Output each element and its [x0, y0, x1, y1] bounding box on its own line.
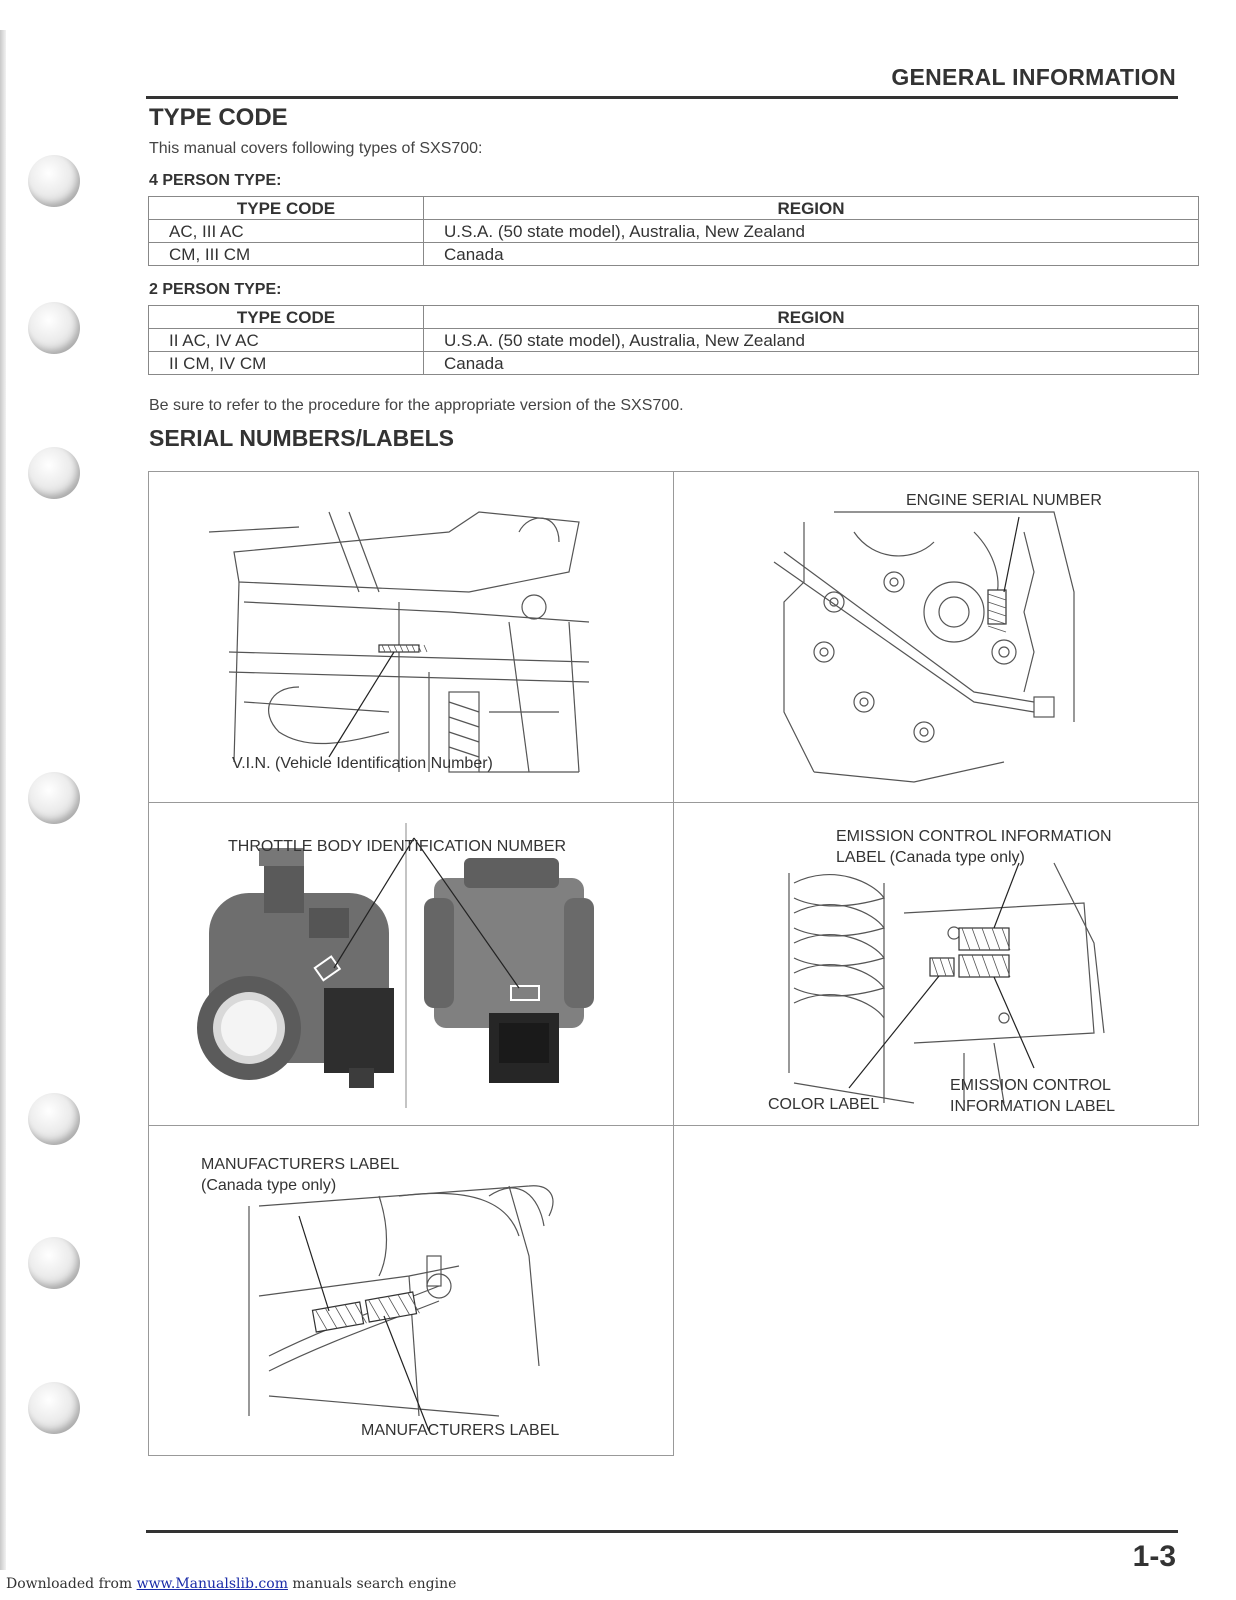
engine-illustration — [674, 472, 1200, 804]
vin-figure — [148, 471, 674, 803]
type-code-cell: II CM, IV CM — [149, 352, 424, 375]
manufacturers-bottom-label: MANUFACTURERS LABEL — [361, 1422, 560, 1439]
download-suffix: manuals search engine — [287, 1576, 457, 1592]
emission-labels-figure — [673, 802, 1199, 1126]
binder-hole — [28, 772, 80, 824]
binder-hole — [28, 155, 80, 207]
table-row — [149, 243, 1199, 266]
serial-heading: SERIAL NUMBERS/LABELS — [149, 425, 454, 451]
manualslib-link[interactable]: www.Manualslib.com — [136, 1576, 288, 1592]
table-header-row — [149, 197, 1199, 220]
region-cell: U.S.A. (50 state model), Australia, New Zealand — [424, 220, 1199, 243]
four-person-label: 4 PERSON TYPE: — [149, 172, 282, 189]
manufacturers-top-label-line1: MANUFACTURERS LABEL — [201, 1156, 400, 1173]
type-code-cell: II AC, IV AC — [149, 329, 424, 352]
engine-serial-label: ENGINE SERIAL NUMBER — [906, 492, 1102, 509]
emission-top-label-line2: LABEL (Canada type only) — [836, 849, 1025, 866]
engine-serial-figure — [673, 471, 1199, 803]
two-person-label: 2 PERSON TYPE: — [149, 281, 282, 298]
region-cell: Canada — [424, 352, 1199, 375]
type-code-heading: TYPE CODE — [149, 104, 288, 131]
binder-edge — [0, 30, 6, 1570]
table-row — [149, 220, 1199, 243]
type-code-intro: This manual covers following types of SXS700: — [149, 140, 483, 157]
type-code-cell: AC, III AC — [149, 220, 424, 243]
throttle-body-figure — [148, 802, 674, 1126]
binder-hole — [28, 447, 80, 499]
emission-bottom-label-line2: INFORMATION LABEL — [950, 1098, 1116, 1115]
binder-hole — [28, 302, 80, 354]
two-person-table — [148, 305, 1199, 375]
region-cell: Canada — [424, 243, 1199, 266]
download-prefix: Downloaded from — [6, 1576, 137, 1592]
column-header: REGION — [424, 197, 1199, 220]
binder-hole — [28, 1237, 80, 1289]
header-rule — [146, 96, 1178, 99]
table-row — [149, 329, 1199, 352]
column-header: TYPE CODE — [149, 306, 424, 329]
column-header: TYPE CODE — [149, 197, 424, 220]
color-label: COLOR LABEL — [768, 1096, 880, 1113]
manufacturers-label-figure — [148, 1125, 674, 1456]
throttle-id-label: THROTTLE BODY IDENTIFICATION NUMBER — [228, 838, 567, 855]
table-row — [149, 352, 1199, 375]
page-number: 1-3 — [1132, 1540, 1176, 1573]
vin-label: V.I.N. (Vehicle Identification Number) — [232, 755, 493, 772]
version-note: Be sure to refer to the procedure for the appropriate version of the SXS700. — [149, 397, 684, 414]
manufacturers-top-label-line2: (Canada type only) — [201, 1177, 337, 1194]
binder-hole — [28, 1382, 80, 1434]
four-person-table — [148, 196, 1199, 266]
region-cell: U.S.A. (50 state model), Australia, New Zealand — [424, 329, 1199, 352]
type-code-cell: CM, III CM — [149, 243, 424, 266]
emission-top-label-line1: EMISSION CONTROL INFORMATION — [836, 828, 1112, 845]
chapter-title: GENERAL INFORMATION — [891, 64, 1176, 90]
column-header: REGION — [424, 306, 1199, 329]
footer-rule — [146, 1530, 1178, 1533]
table-header-row — [149, 306, 1199, 329]
emission-bottom-label-line1: EMISSION CONTROL — [950, 1077, 1111, 1094]
binder-hole — [28, 1093, 80, 1145]
download-footer — [6, 1576, 456, 1592]
